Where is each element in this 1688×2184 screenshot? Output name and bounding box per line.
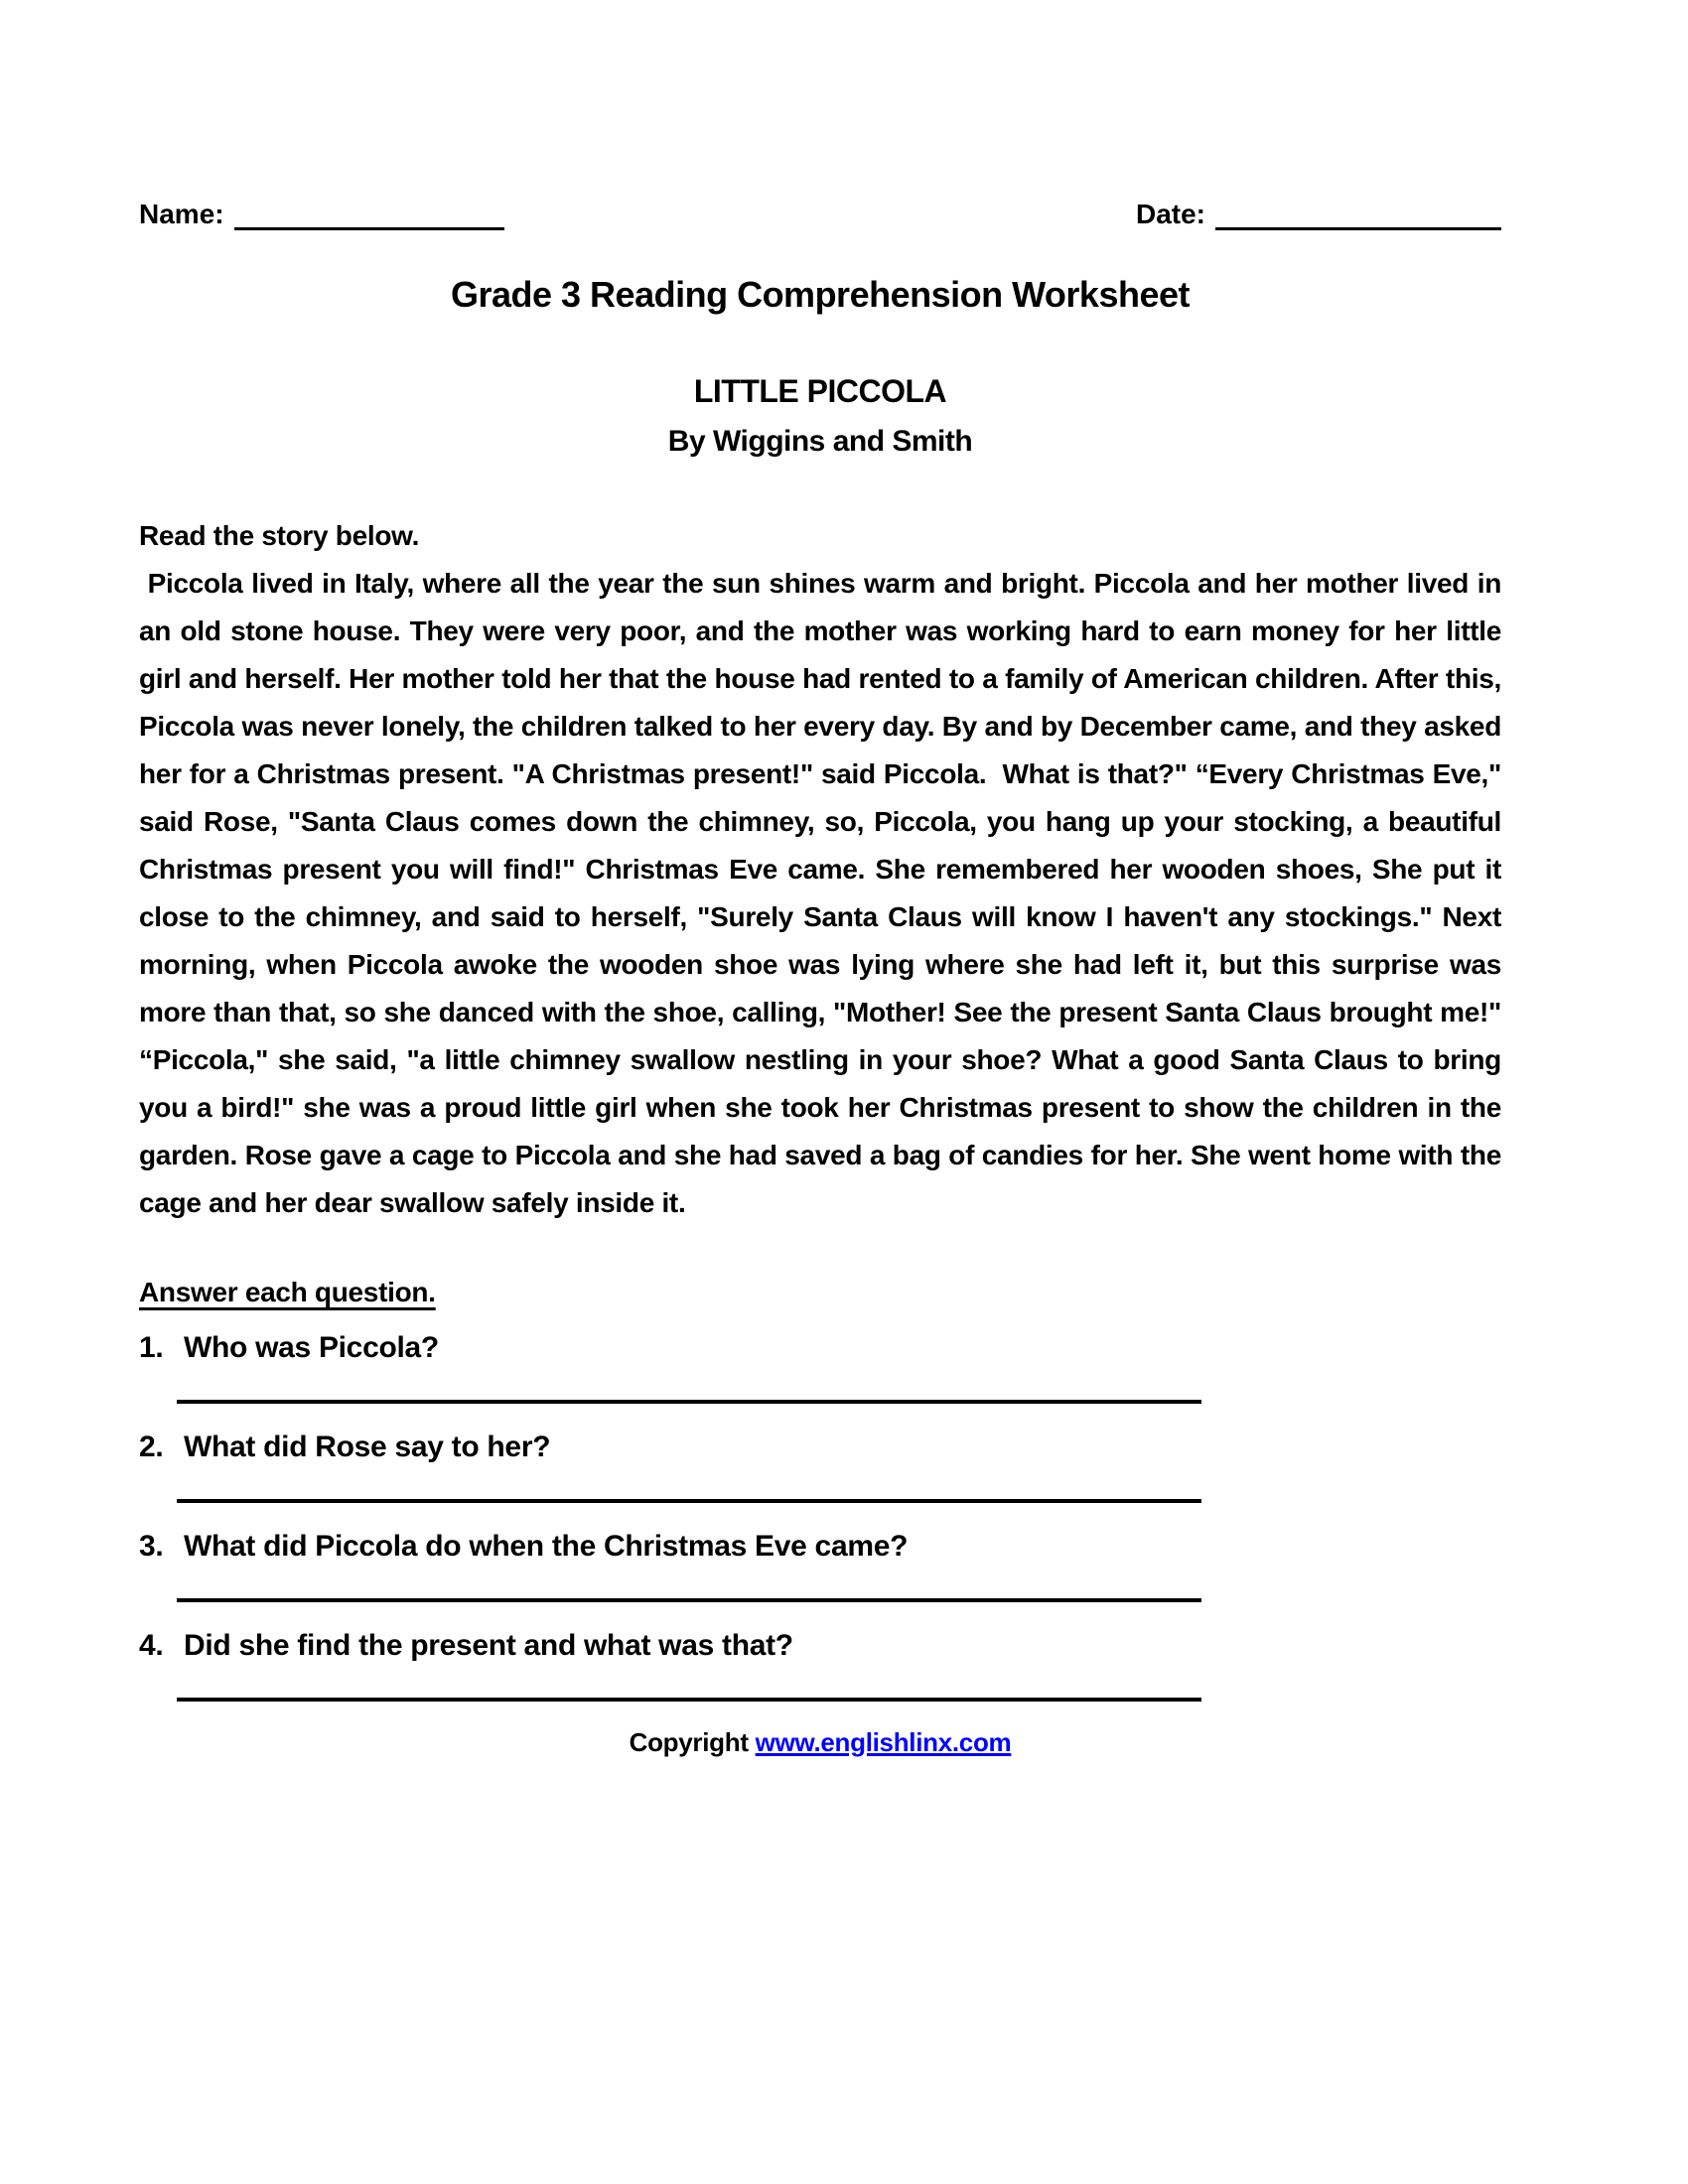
question-row (139, 1628, 1501, 1664)
question-item-2 (139, 1430, 1501, 1503)
date-field (1136, 199, 1501, 230)
question-item-3 (139, 1529, 1501, 1602)
question-number: 4. (139, 1629, 164, 1662)
story-byline: By Wiggins and Smith (667, 425, 973, 458)
answer-fill-line (177, 1400, 1201, 1404)
story-title: LITTLE PICCOLA (693, 373, 947, 409)
question-number: 2. (139, 1431, 164, 1463)
answer-fill-line (177, 1499, 1201, 1503)
question-text: What did Rose say to her? (184, 1431, 551, 1463)
answer-instruction: Answer each question. (139, 1277, 436, 1307)
question-number: 1. (139, 1331, 164, 1364)
question-number: 3. (139, 1530, 164, 1563)
answer-fill-line (177, 1598, 1201, 1602)
name-field (139, 199, 504, 230)
page-title: Grade 3 Reading Comprehension Worksheet (450, 274, 1190, 315)
question-item-1 (139, 1330, 1501, 1404)
question-row (139, 1430, 1501, 1465)
copyright-link[interactable]: www.englishlinx.com (755, 1727, 1012, 1757)
question-row (139, 1330, 1501, 1366)
question-row (139, 1529, 1501, 1565)
date-label: Date: (1135, 199, 1205, 229)
story-text: Piccola lived in Italy, where all the year the sun shines warm and bright. Piccola and her mother lived in an old stone house. They were very poor, and the mother was working hard to earn money for her little girl and herself. Her mother told her that the house had rented to a family of American children. After this, Piccola was never lonely, the children talked to her every day. By and by December came, and they asked her for a Christmas present. "A Christmas present!" said Piccola. What is that?" “Every Christmas Eve," said Rose, "Santa Claus comes down the chimney, so, Piccola, you hang up your stocking, a beautiful Christmas present you will find!" Christmas Eve came. She remembered her wooden shoes, She put it close to the chimney, and said to herself, "Surely Santa Claus will know I haven't any stockings." Next morning, when Piccola awoke the wooden shoe was lying where she had left it, but this surprise was more than that, so she danced with the shoe, calling, "Mother! See the present Santa Claus brought me!" “Piccola," she said, "a little chimney swallow nestling in your shoe? What a good Santa Claus to bring you a bird!" she was a proud little girl when she took her Christmas present to show the children in the garden. Rose gave a cage to Piccola and she had saved a bag of candies for her. She went home with the cage and her dear swallow safely inside it. (139, 568, 1509, 1218)
question-list (139, 1330, 1501, 1702)
question-text: Who was Piccola? (184, 1331, 439, 1364)
question-item-4 (139, 1628, 1501, 1702)
copyright-label: Copyright (629, 1727, 749, 1757)
name-fill-line (234, 205, 504, 230)
footer (139, 1727, 1501, 1758)
answer-fill-line (177, 1698, 1201, 1702)
header (139, 199, 1501, 230)
read-instruction: Read the story below. (139, 520, 420, 551)
question-text: What did Piccola do when the Christmas Eve came? (184, 1530, 909, 1563)
name-label: Name: (139, 199, 224, 229)
date-fill-line (1215, 205, 1501, 230)
question-text: Did she find the present and what was that? (184, 1629, 793, 1662)
